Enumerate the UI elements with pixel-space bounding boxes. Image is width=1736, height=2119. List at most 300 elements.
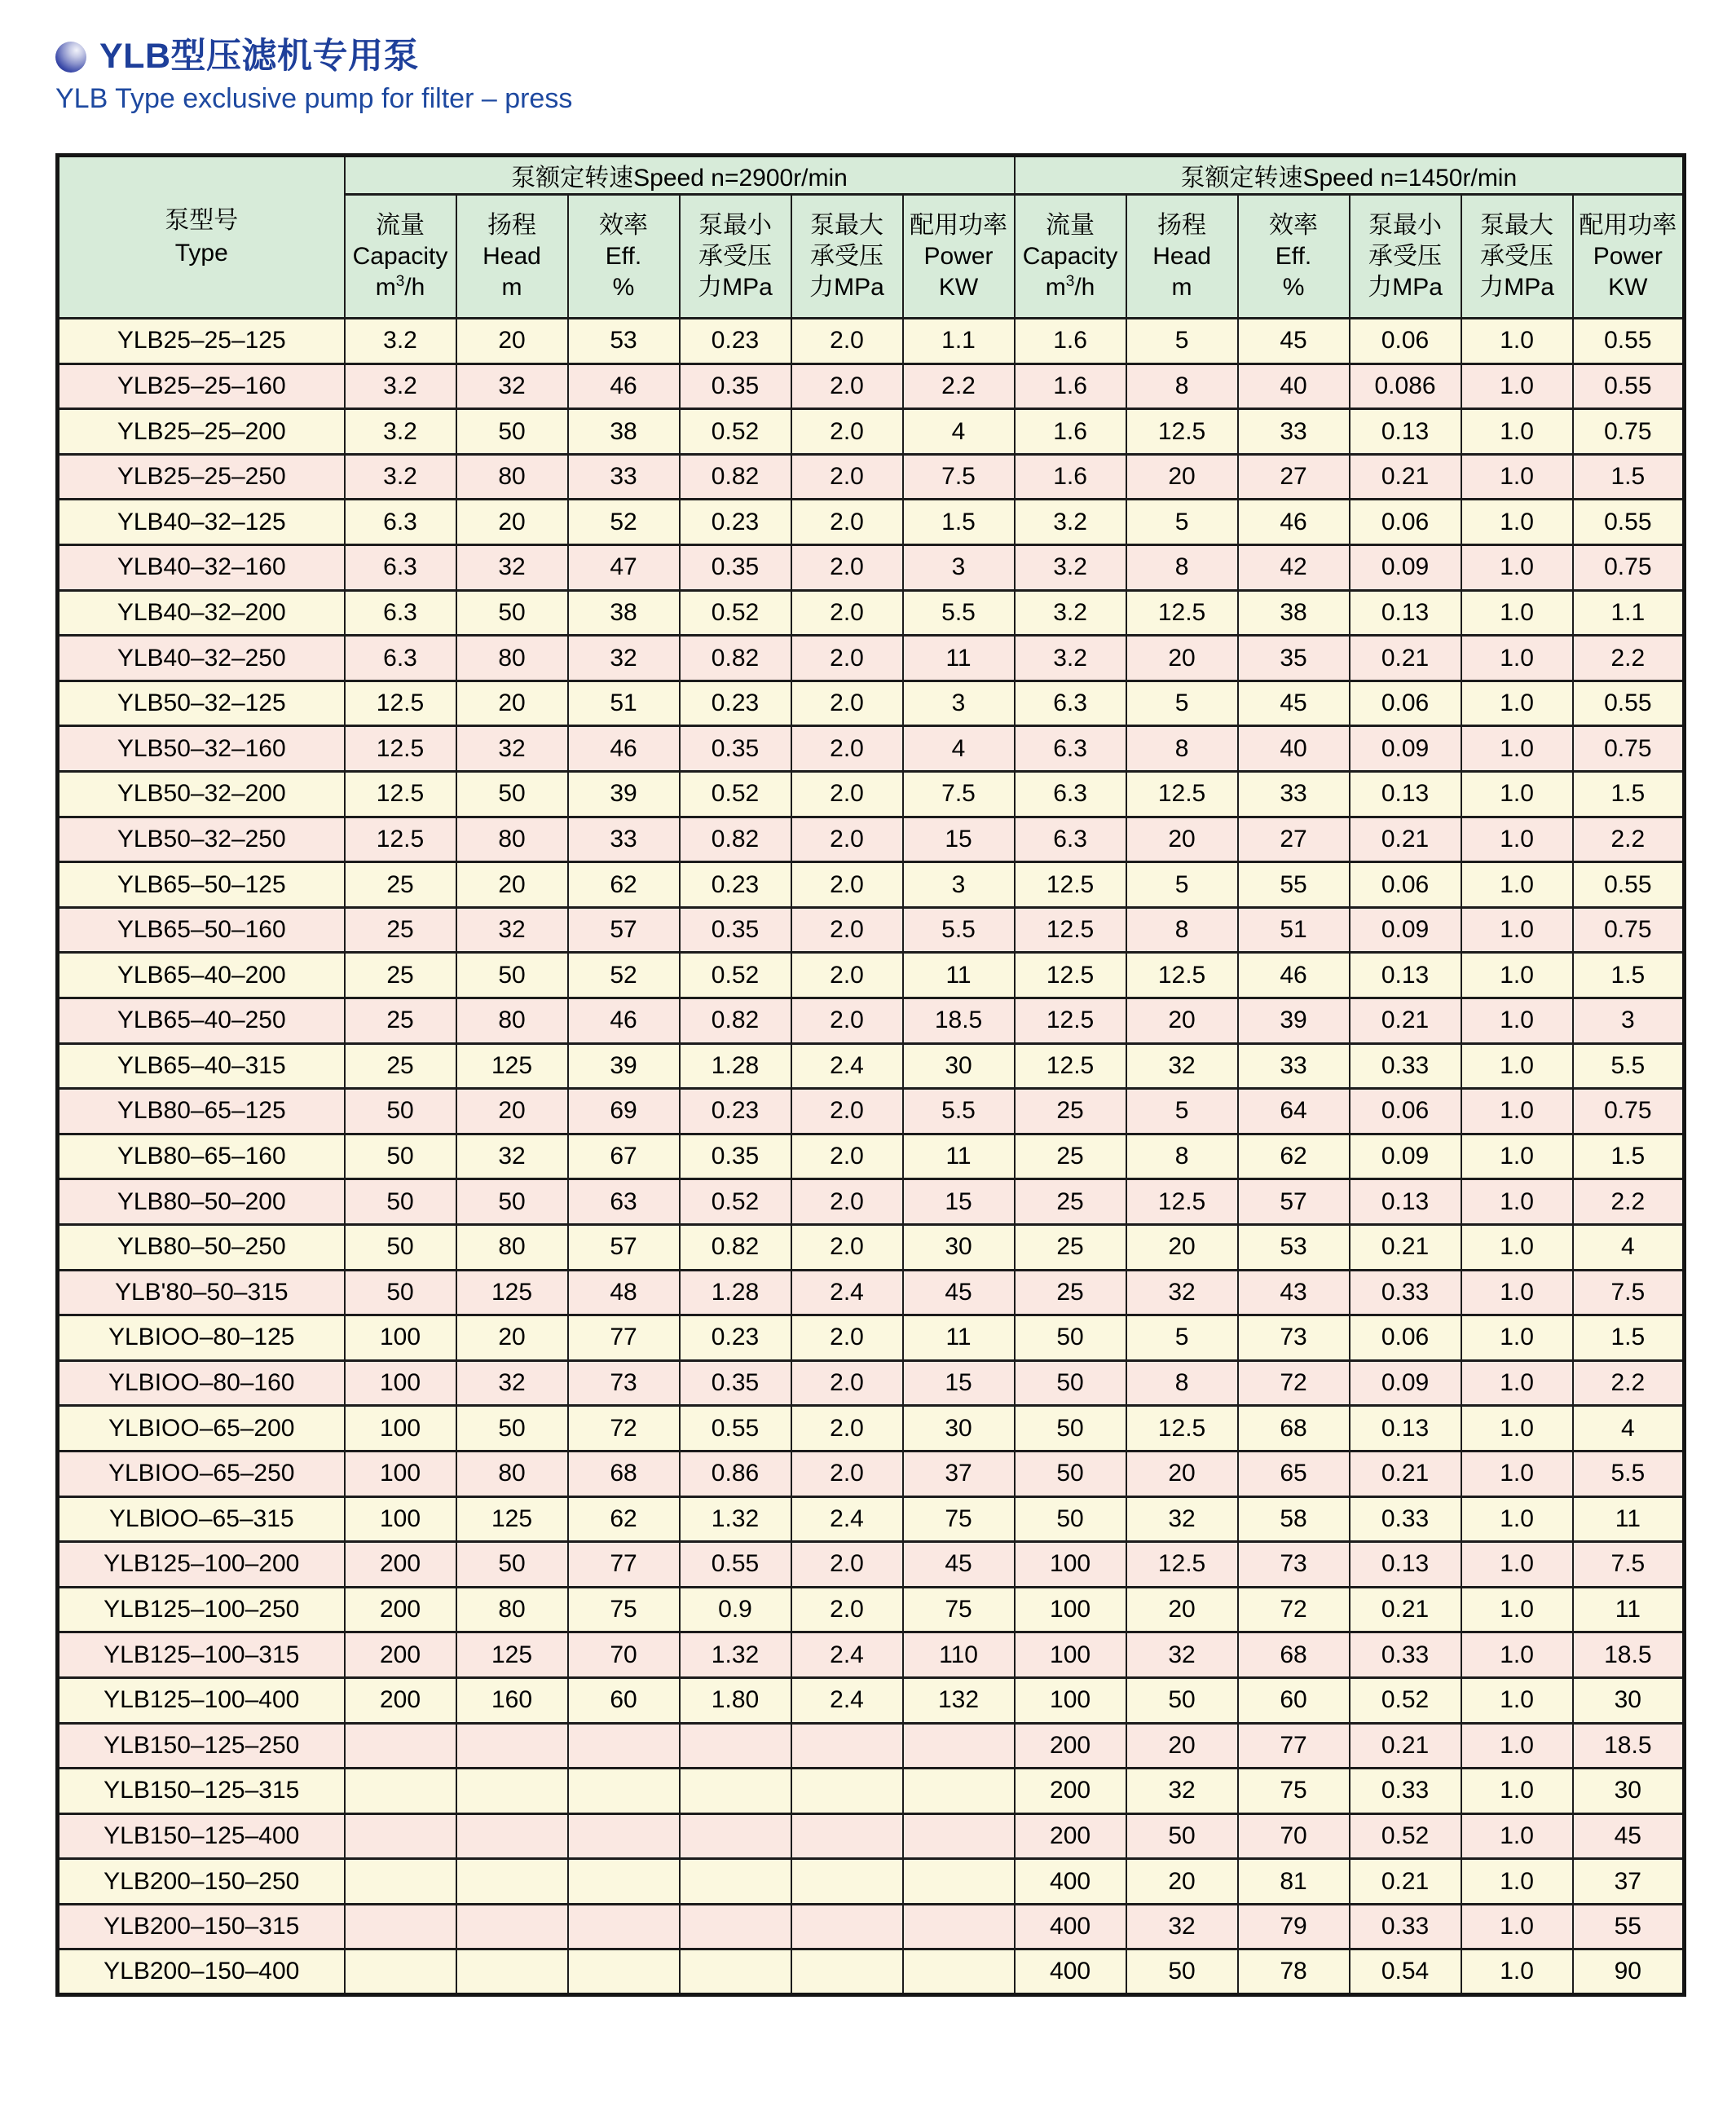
col-header-max-pressure-2900 (791, 195, 903, 319)
value-cell: 7.5 (1573, 1542, 1685, 1588)
value-cell: 45 (1238, 681, 1350, 726)
value-cell: 20 (456, 500, 568, 545)
table-row (58, 1949, 1685, 1995)
page-title: YLB型压滤机专用泵 (99, 37, 419, 76)
value-cell: 32 (1126, 1270, 1238, 1315)
value-cell: 43 (1238, 1270, 1350, 1315)
value-cell: 0.52 (680, 1179, 791, 1225)
value-cell: 1.0 (1461, 681, 1573, 726)
value-cell: 62 (568, 862, 680, 908)
value-cell: 20 (1126, 1587, 1238, 1632)
value-cell: 0.35 (680, 726, 791, 772)
table-row (58, 1134, 1685, 1179)
pump-type-cell: YLBlOO–65–315 (58, 1496, 345, 1542)
value-cell: 0.75 (1573, 726, 1685, 772)
value-cell: 0.55 (680, 1406, 791, 1452)
value-cell: 1.6 (1015, 409, 1126, 455)
value-cell: 2.0 (791, 1542, 903, 1588)
value-cell: 1.0 (1461, 1949, 1573, 1995)
value-cell: 0.52 (680, 772, 791, 817)
value-cell: 46 (1238, 500, 1350, 545)
value-cell: 18.5 (903, 998, 1015, 1044)
value-cell: 50 (345, 1179, 456, 1225)
group-header-2900: 泵额定转速Speed n=2900r/min (345, 156, 1015, 195)
value-cell: 0.52 (1350, 1677, 1461, 1723)
value-cell (568, 1859, 680, 1905)
table-row (58, 1723, 1685, 1769)
value-cell: 12.5 (345, 726, 456, 772)
value-cell: 33 (1238, 409, 1350, 455)
value-cell: 27 (1238, 817, 1350, 862)
value-cell: 55 (1238, 862, 1350, 908)
pump-type-cell: YLB50–32–160 (58, 726, 345, 772)
value-cell: 100 (345, 1406, 456, 1452)
value-cell: 38 (568, 409, 680, 455)
value-cell: 32 (456, 1134, 568, 1179)
pump-type-cell: YLB80–50–250 (58, 1224, 345, 1270)
value-cell: 2.0 (791, 1224, 903, 1270)
value-cell: 1.1 (1573, 590, 1685, 636)
value-cell: 1.5 (1573, 454, 1685, 500)
col-header-min-pressure-1450 (1350, 195, 1461, 319)
value-cell: 1.6 (1015, 363, 1126, 409)
header-line: 力MPa (809, 273, 884, 301)
value-cell: 2.2 (903, 363, 1015, 409)
table-row (58, 1542, 1685, 1588)
pump-type-cell: YLB25–25–250 (58, 454, 345, 500)
value-cell: 68 (568, 1451, 680, 1496)
pump-type-cell: YLB125–100–200 (58, 1542, 345, 1588)
header-line: 承受压 (1368, 242, 1443, 270)
value-cell (345, 1769, 456, 1814)
value-cell: 6.3 (1015, 726, 1126, 772)
value-cell: 11 (1573, 1587, 1685, 1632)
value-cell: 5 (1126, 1315, 1238, 1361)
header-line: 承受压 (698, 242, 772, 270)
value-cell: 125 (456, 1632, 568, 1678)
table-row (58, 681, 1685, 726)
pump-type-cell: YLB80–65–125 (58, 1089, 345, 1134)
value-cell: 2.0 (791, 545, 903, 591)
value-cell: 0.06 (1350, 1315, 1461, 1361)
value-cell: 2.0 (791, 681, 903, 726)
table-row (58, 1179, 1685, 1225)
value-cell: 1.0 (1461, 1813, 1573, 1859)
table-row (58, 772, 1685, 817)
header-line: 力MPa (698, 273, 773, 301)
value-cell: 0.09 (1350, 1360, 1461, 1406)
value-cell: 400 (1015, 1904, 1126, 1949)
value-cell: 35 (1238, 636, 1350, 681)
value-cell: 50 (1015, 1406, 1126, 1452)
header-line: 效率 (599, 211, 648, 239)
value-cell: 0.21 (1350, 1859, 1461, 1905)
col-header-head-2900 (456, 195, 568, 319)
value-cell: 125 (456, 1043, 568, 1089)
table-body (58, 319, 1685, 1995)
value-cell (568, 1813, 680, 1859)
value-cell: 2.0 (791, 1406, 903, 1452)
value-cell: 50 (1015, 1451, 1126, 1496)
value-cell: 32 (1126, 1632, 1238, 1678)
header-line: Head (482, 242, 541, 270)
value-cell: 12.5 (1015, 953, 1126, 998)
value-cell: 0.35 (680, 1134, 791, 1179)
value-cell: 80 (456, 454, 568, 500)
value-cell: 73 (1238, 1542, 1350, 1588)
value-cell: 32 (568, 636, 680, 681)
value-cell: 3.2 (345, 363, 456, 409)
value-cell: 8 (1126, 1360, 1238, 1406)
value-cell: 45 (903, 1270, 1015, 1315)
value-cell: 1.0 (1461, 454, 1573, 500)
value-cell: 25 (1015, 1179, 1126, 1225)
value-cell: 0.54 (1350, 1949, 1461, 1995)
value-cell: 6.3 (345, 590, 456, 636)
value-cell: 0.52 (680, 409, 791, 455)
value-cell: 18.5 (1573, 1632, 1685, 1678)
value-cell: 12.5 (1126, 953, 1238, 998)
value-cell: 2.0 (791, 998, 903, 1044)
value-cell: 0.06 (1350, 681, 1461, 726)
header-line: 承受压 (1480, 242, 1554, 270)
value-cell: 7.5 (1573, 1270, 1685, 1315)
value-cell: 15 (903, 1179, 1015, 1225)
value-cell: 50 (1015, 1360, 1126, 1406)
value-cell: 69 (568, 1089, 680, 1134)
value-cell: 0.06 (1350, 500, 1461, 545)
value-cell: 50 (456, 953, 568, 998)
value-cell: 52 (568, 500, 680, 545)
value-cell: 53 (1238, 1224, 1350, 1270)
value-cell: 50 (345, 1134, 456, 1179)
header-line: Head (1152, 242, 1211, 270)
value-cell: 1.0 (1461, 1769, 1573, 1814)
value-cell (680, 1949, 791, 1995)
pump-type-cell: YLB80–65–160 (58, 1134, 345, 1179)
col-header-head-1450 (1126, 195, 1238, 319)
value-cell: 1.0 (1461, 1904, 1573, 1949)
pump-type-cell: YLB125–100–400 (58, 1677, 345, 1723)
value-cell: 200 (1015, 1813, 1126, 1859)
value-cell: 1.1 (903, 319, 1015, 364)
value-cell: 11 (903, 1134, 1015, 1179)
value-cell: 1.0 (1461, 1315, 1573, 1361)
header-line: Power (923, 242, 994, 270)
value-cell: 1.0 (1461, 363, 1573, 409)
value-cell: 1.80 (680, 1677, 791, 1723)
pump-type-cell: YLB125–100–315 (58, 1632, 345, 1678)
value-cell: 1.0 (1461, 1451, 1573, 1496)
table-row (58, 907, 1685, 953)
value-cell: 7.5 (903, 454, 1015, 500)
value-cell: 57 (1238, 1179, 1350, 1225)
value-cell: 1.0 (1461, 817, 1573, 862)
col-header-capacity-1450 (1015, 195, 1126, 319)
table-row (58, 1406, 1685, 1452)
value-cell: 1.0 (1461, 590, 1573, 636)
value-cell: 3.2 (1015, 500, 1126, 545)
value-cell: 90 (1573, 1949, 1685, 1995)
value-cell: 160 (456, 1677, 568, 1723)
value-cell: 73 (568, 1360, 680, 1406)
value-cell: 30 (1573, 1677, 1685, 1723)
value-cell: 100 (1015, 1587, 1126, 1632)
value-cell: 72 (568, 1406, 680, 1452)
value-cell: 75 (568, 1587, 680, 1632)
value-cell: 51 (568, 681, 680, 726)
value-cell: 50 (1126, 1813, 1238, 1859)
value-cell: 4 (903, 726, 1015, 772)
value-cell (680, 1904, 791, 1949)
value-cell: 15 (903, 817, 1015, 862)
value-cell: 0.55 (1573, 862, 1685, 908)
value-cell: 3 (903, 681, 1015, 726)
value-cell: 2.4 (791, 1496, 903, 1542)
pump-type-cell: YLBIOO–80–160 (58, 1360, 345, 1406)
value-cell (456, 1859, 568, 1905)
value-cell: 55 (1573, 1904, 1685, 1949)
value-cell: 68 (1238, 1406, 1350, 1452)
value-cell: 20 (456, 1315, 568, 1361)
value-cell: 2.2 (1573, 817, 1685, 862)
pump-spec-table (55, 153, 1686, 1997)
pump-type-cell: YLB65–40–200 (58, 953, 345, 998)
pump-type-cell: YLB25–25–160 (58, 363, 345, 409)
header-line: Power (1593, 242, 1663, 270)
value-cell (791, 1949, 903, 1995)
value-cell: 1.0 (1461, 1224, 1573, 1270)
value-cell: 0.33 (1350, 1769, 1461, 1814)
value-cell (791, 1859, 903, 1905)
header-line: 泵最小 (1368, 211, 1443, 239)
value-cell: 1.0 (1461, 1360, 1573, 1406)
value-cell: 3 (903, 545, 1015, 591)
value-cell: 6.3 (1015, 817, 1126, 862)
value-cell: 2.0 (791, 636, 903, 681)
value-cell (903, 1949, 1015, 1995)
value-cell: 80 (456, 1224, 568, 1270)
value-cell: 8 (1126, 363, 1238, 409)
value-cell: 67 (568, 1134, 680, 1179)
value-cell: 50 (345, 1270, 456, 1315)
value-cell: 1.0 (1461, 726, 1573, 772)
value-cell: 51 (1238, 907, 1350, 953)
pump-type-cell: YLB80–50–200 (58, 1179, 345, 1225)
value-cell: 5.5 (903, 907, 1015, 953)
value-cell: 20 (1126, 1859, 1238, 1905)
header-line: 力MPa (1479, 273, 1554, 301)
col-header-capacity-2900 (345, 195, 456, 319)
value-cell: 11 (1573, 1496, 1685, 1542)
value-cell: 2.2 (1573, 1179, 1685, 1225)
value-cell: 6.3 (1015, 681, 1126, 726)
value-cell: 0.55 (1573, 319, 1685, 364)
value-cell: 11 (903, 1315, 1015, 1361)
value-cell: 0.13 (1350, 1406, 1461, 1452)
value-cell: 25 (345, 862, 456, 908)
value-cell: 1.0 (1461, 907, 1573, 953)
pump-type-cell: YLB65–40–250 (58, 998, 345, 1044)
value-cell: 2.0 (791, 1134, 903, 1179)
value-cell (456, 1813, 568, 1859)
value-cell: 33 (568, 454, 680, 500)
value-cell: 6.3 (345, 545, 456, 591)
table-row (58, 1904, 1685, 1949)
header-line: m (1171, 273, 1192, 301)
pump-type-cell: YLB40–32–125 (58, 500, 345, 545)
header-line: Eff. (605, 242, 642, 270)
pump-type-cell: YLB150–125–250 (58, 1723, 345, 1769)
value-cell: 100 (345, 1360, 456, 1406)
value-cell: 5.5 (1573, 1451, 1685, 1496)
value-cell (456, 1769, 568, 1814)
pump-type-cell: YLB25–25–125 (58, 319, 345, 364)
value-cell: 64 (1238, 1089, 1350, 1134)
pump-type-cell: YLB40–32–200 (58, 590, 345, 636)
value-cell: 47 (568, 545, 680, 591)
value-cell: 2.0 (791, 1315, 903, 1361)
header-line: Capacity (1022, 242, 1118, 270)
table-row (58, 1813, 1685, 1859)
value-cell: 0.21 (1350, 1224, 1461, 1270)
value-cell: 12.5 (1126, 1542, 1238, 1588)
value-cell (568, 1769, 680, 1814)
value-cell: 25 (1015, 1270, 1126, 1315)
pump-type-cell: YLBIOO–65–250 (58, 1451, 345, 1496)
value-cell: 20 (456, 862, 568, 908)
value-cell: 46 (1238, 953, 1350, 998)
value-cell (456, 1949, 568, 1995)
value-cell: 125 (456, 1496, 568, 1542)
value-cell: 6.3 (345, 636, 456, 681)
value-cell: 70 (1238, 1813, 1350, 1859)
value-cell: 80 (456, 817, 568, 862)
value-cell: 45 (1238, 319, 1350, 364)
value-cell: 0.52 (1350, 1813, 1461, 1859)
value-cell: 8 (1126, 726, 1238, 772)
value-cell (680, 1813, 791, 1859)
value-cell: 20 (456, 319, 568, 364)
value-cell: 3.2 (345, 319, 456, 364)
value-cell: 12.5 (1015, 862, 1126, 908)
value-cell: 1.5 (1573, 953, 1685, 998)
value-cell: 81 (1238, 1859, 1350, 1905)
value-cell: 0.35 (680, 545, 791, 591)
value-cell: 1.28 (680, 1043, 791, 1089)
header-line: 配用功率 (910, 211, 1008, 239)
value-cell (791, 1813, 903, 1859)
value-cell: 2.0 (791, 726, 903, 772)
value-cell: 20 (456, 681, 568, 726)
value-cell: 0.52 (680, 953, 791, 998)
value-cell (345, 1904, 456, 1949)
value-cell: 0.82 (680, 998, 791, 1044)
value-cell: 400 (1015, 1949, 1126, 1995)
value-cell: 20 (456, 1089, 568, 1134)
value-cell: 1.5 (1573, 1315, 1685, 1361)
value-cell: 20 (1126, 998, 1238, 1044)
value-cell: 57 (568, 907, 680, 953)
header-line: Eff. (1275, 242, 1312, 270)
value-cell: 1.0 (1461, 545, 1573, 591)
value-cell: 39 (1238, 998, 1350, 1044)
value-cell: 0.09 (1350, 545, 1461, 591)
value-cell: 0.21 (1350, 1587, 1461, 1632)
table-row (58, 636, 1685, 681)
value-cell: 0.23 (680, 500, 791, 545)
value-cell: 200 (345, 1542, 456, 1588)
value-cell: 1.0 (1461, 1859, 1573, 1905)
table-row (58, 1677, 1685, 1723)
value-cell: 79 (1238, 1904, 1350, 1949)
value-cell: 12.5 (1126, 1179, 1238, 1225)
value-cell: 11 (903, 953, 1015, 998)
value-cell: 45 (903, 1542, 1015, 1588)
header-line: 力MPa (1368, 273, 1443, 301)
value-cell: 2.0 (791, 1451, 903, 1496)
value-cell: 50 (1015, 1315, 1126, 1361)
value-cell: 110 (903, 1632, 1015, 1678)
value-cell: 27 (1238, 454, 1350, 500)
header-line: 扬程 (1157, 211, 1207, 239)
pump-type-cell: YLB50–32–200 (58, 772, 345, 817)
pump-type-cell: YLB65–50–160 (58, 907, 345, 953)
header-line: 泵最大 (810, 211, 883, 239)
table-row (58, 363, 1685, 409)
value-cell: 20 (1126, 817, 1238, 862)
value-cell: 2.2 (1573, 636, 1685, 681)
value-cell: 3 (1573, 998, 1685, 1044)
value-cell: 200 (1015, 1769, 1126, 1814)
value-cell: 1.0 (1461, 862, 1573, 908)
pump-type-cell: YLBIOO–65–200 (58, 1406, 345, 1452)
value-cell (680, 1769, 791, 1814)
value-cell: 32 (1126, 1043, 1238, 1089)
table-row (58, 1451, 1685, 1496)
value-cell: 80 (456, 1451, 568, 1496)
table-row (58, 319, 1685, 364)
value-cell: 0.086 (1350, 363, 1461, 409)
value-cell: 37 (903, 1451, 1015, 1496)
value-cell: 25 (1015, 1224, 1126, 1270)
value-cell: 1.0 (1461, 1043, 1573, 1089)
value-cell: 100 (1015, 1632, 1126, 1678)
value-cell: 1.5 (1573, 1134, 1685, 1179)
value-cell: 5.5 (1573, 1043, 1685, 1089)
value-cell (568, 1723, 680, 1769)
value-cell: 0.82 (680, 817, 791, 862)
value-cell (903, 1723, 1015, 1769)
pump-type-cell: YLB50–32–125 (58, 681, 345, 726)
value-cell: 1.0 (1461, 409, 1573, 455)
value-cell: 11 (903, 636, 1015, 681)
value-cell (345, 1723, 456, 1769)
value-cell: 1.0 (1461, 319, 1573, 364)
value-cell: 0.55 (1573, 363, 1685, 409)
value-cell: 40 (1238, 726, 1350, 772)
value-cell: 0.33 (1350, 1496, 1461, 1542)
value-cell: 0.06 (1350, 862, 1461, 908)
value-cell: 32 (456, 726, 568, 772)
value-cell: 2.4 (791, 1270, 903, 1315)
pump-type-cell: YLB200–150–315 (58, 1904, 345, 1949)
value-cell: 3.2 (1015, 636, 1126, 681)
value-cell: 1.5 (903, 500, 1015, 545)
header-line: 泵最大 (1480, 211, 1554, 239)
col-header-min-pressure-2900 (680, 195, 791, 319)
value-cell: 0.13 (1350, 953, 1461, 998)
